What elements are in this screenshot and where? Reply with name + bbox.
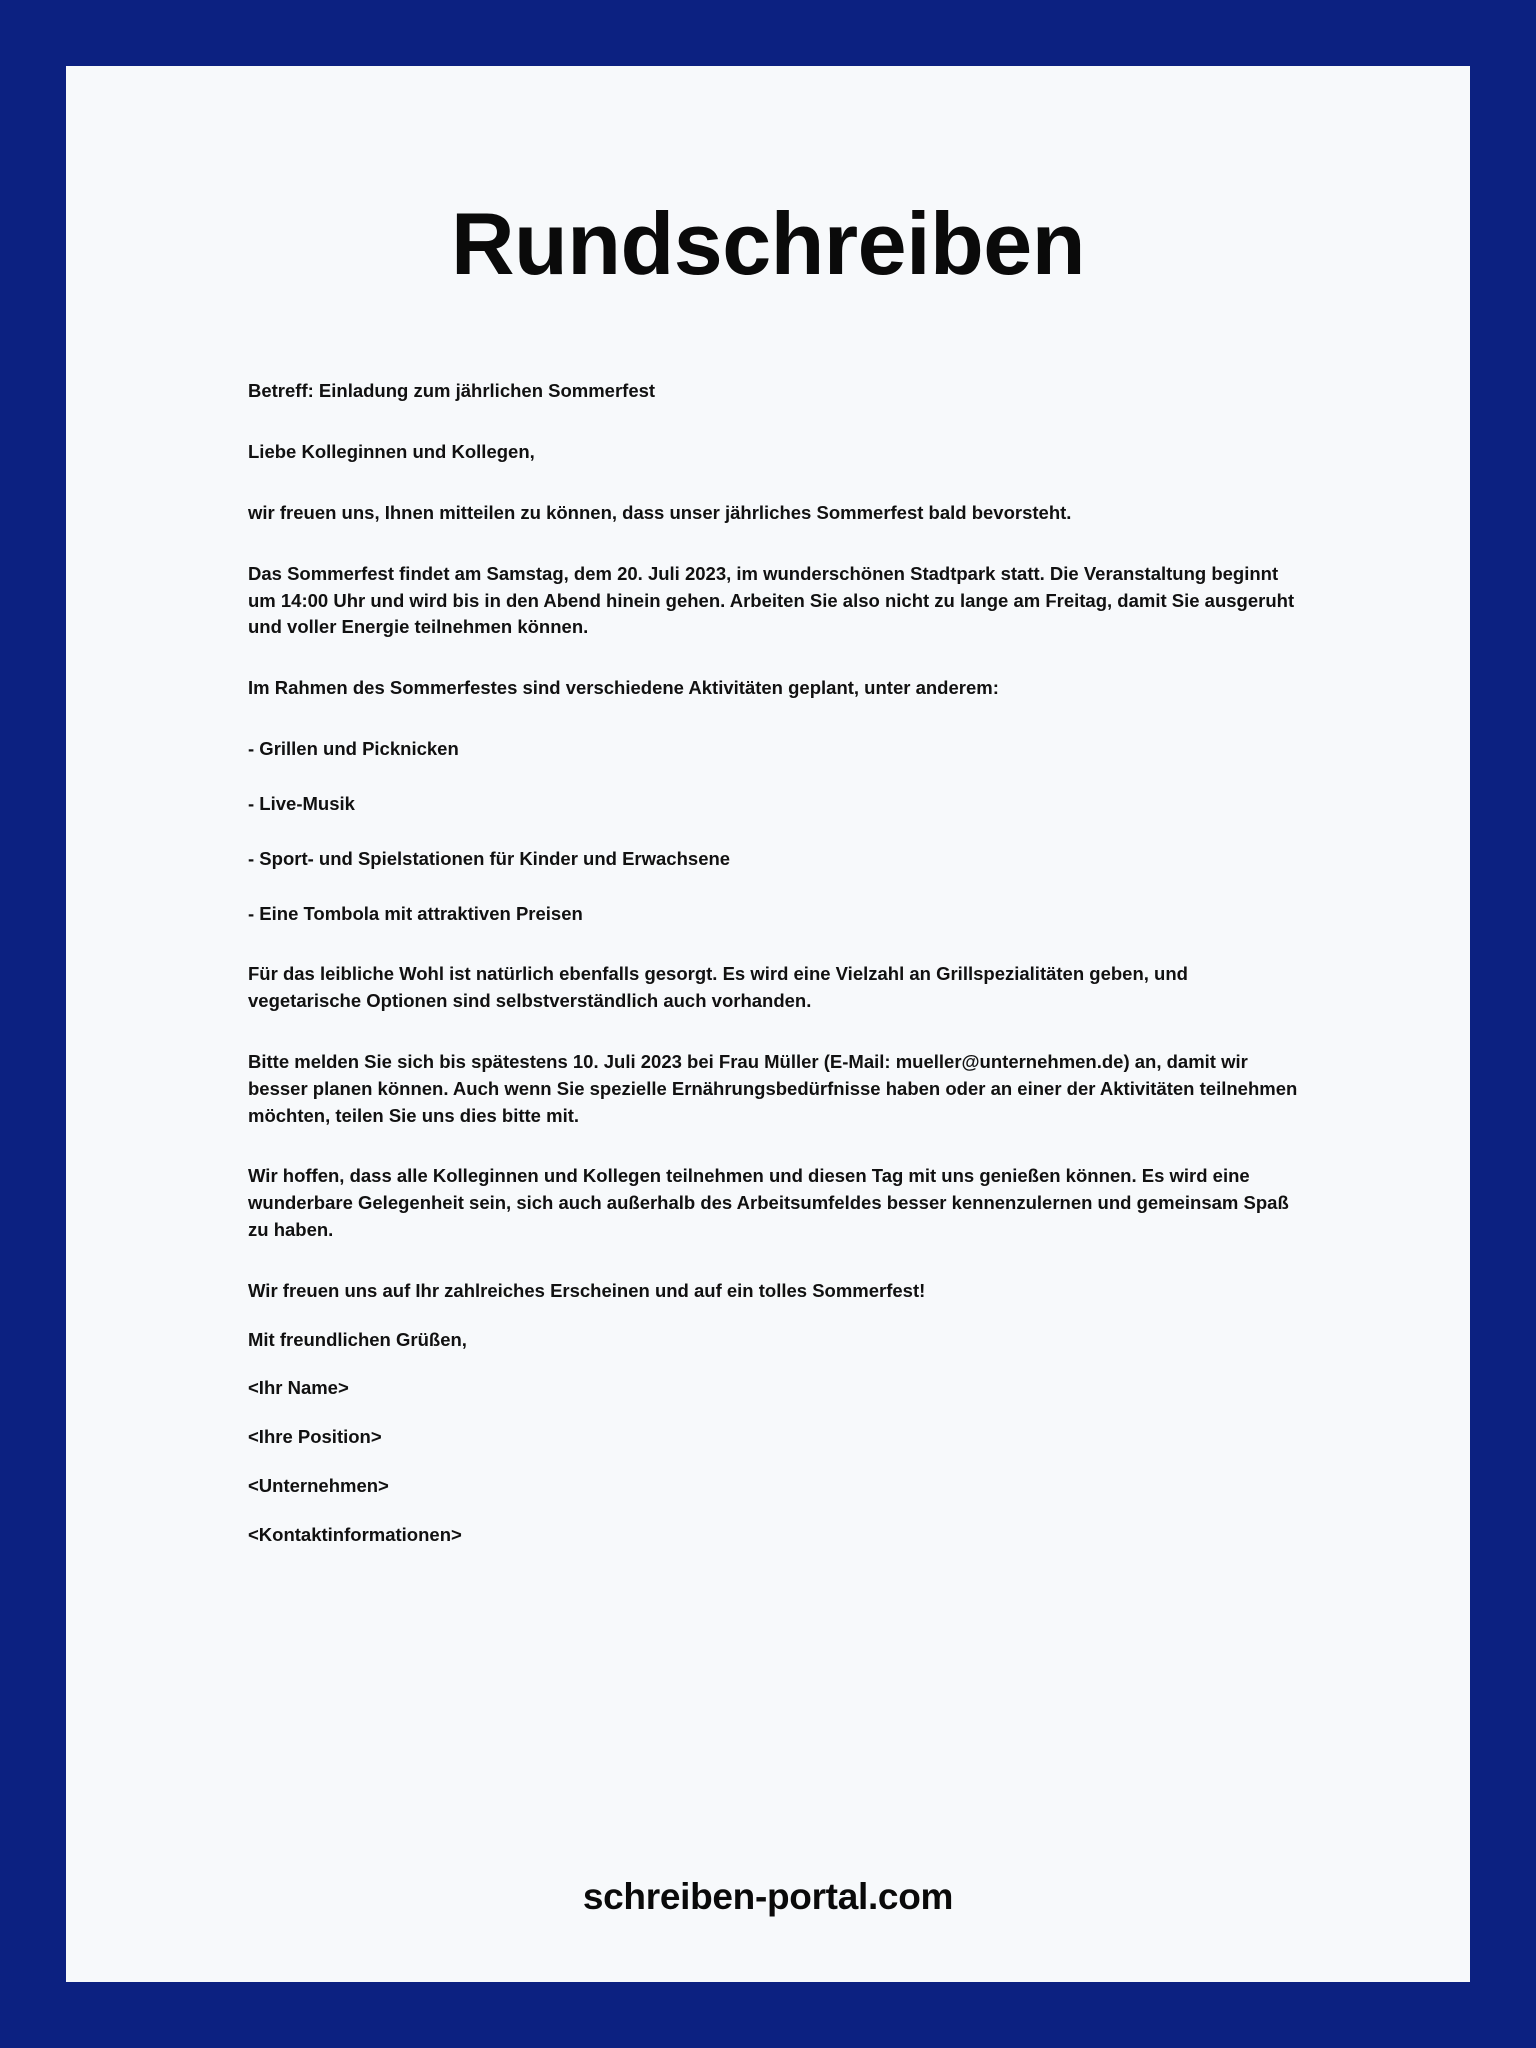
list-item: - Sport- und Spielstationen für Kinder und Erwachsene xyxy=(248,847,731,869)
event-details-paragraph: Das Sommerfest findet am Samstag, dem 20. Juli 2023, im wunderschönen Stadtpark statt. Die Veranstaltung beginnt um 14:00 Uhr und wird bis in den Abend hinein gehen. Arbeiten Sie also nicht zu lange am Freitag, damit Sie ausgeruht und voller Energie teilnehmen können. xyxy=(248,562,1295,638)
document-card xyxy=(66,66,1470,1982)
hopes-paragraph: Wir hoffen, dass alle Kolleginnen und Kollegen teilnehmen und diesen Tag mit uns genießen können. Es wird eine wunderbare Gelegenheit sein, sich auch außerhalb des Arbeitsumfeldes besser kennenzulernen und gemeinsam Spaß zu haben. xyxy=(248,1165,1289,1241)
activities-intro: Im Rahmen des Sommerfestes sind verschiedene Aktivitäten geplant, unter anderem: xyxy=(248,677,999,699)
salutation: Liebe Kolleginnen und Kollegen, xyxy=(248,441,535,463)
list-item: - Eine Tombola mit attraktiven Preisen xyxy=(248,902,583,924)
list-item: - Grillen und Picknicken xyxy=(248,738,459,760)
catering-paragraph: Für das leibliche Wohl ist natürlich ebenfalls gesorgt. Es wird eine Vielzahl an Grillspezialitäten geben, und vegetarische Optionen sind selbstverständlich auch vorhanden. xyxy=(248,963,1188,1012)
rsvp-paragraph: Bitte melden Sie sich bis spätestens 10. Juli 2023 bei Frau Müller (E-Mail: mueller@unternehmen.de) an, damit wir besser planen können. Auch wenn Sie spezielle Ernährungsbedürfnisse haben oder an einer der Aktivitäten teilnehmen möchten, teilen Sie uns dies bitte mit. xyxy=(248,1050,1298,1126)
document-body xyxy=(66,378,1470,1876)
signature-contact-placeholder: <Kontaktinformationen> xyxy=(248,1523,462,1545)
signature-company-placeholder: <Unternehmen> xyxy=(248,1475,389,1497)
list-item: - Live-Musik xyxy=(248,792,355,814)
subject-line: Betreff: Einladung zum jährlichen Sommerfest xyxy=(248,380,656,402)
footer-site-name: schreiben-portal.com xyxy=(582,1876,954,1917)
signature-position-placeholder: <Ihre Position> xyxy=(248,1426,382,1448)
page-title: Rundschreiben xyxy=(450,194,1086,293)
closing-greeting: Mit freundlichen Grüßen, xyxy=(248,1328,467,1350)
intro-paragraph: wir freuen uns, Ihnen mitteilen zu können, dass unser jährliches Sommerfest bald bevorsteht. xyxy=(248,502,1072,524)
closing-excitement: Wir freuen uns auf Ihr zahlreiches Erscheinen und auf ein tolles Sommerfest! xyxy=(248,1279,926,1301)
signature-name-placeholder: <Ihr Name> xyxy=(248,1377,349,1399)
